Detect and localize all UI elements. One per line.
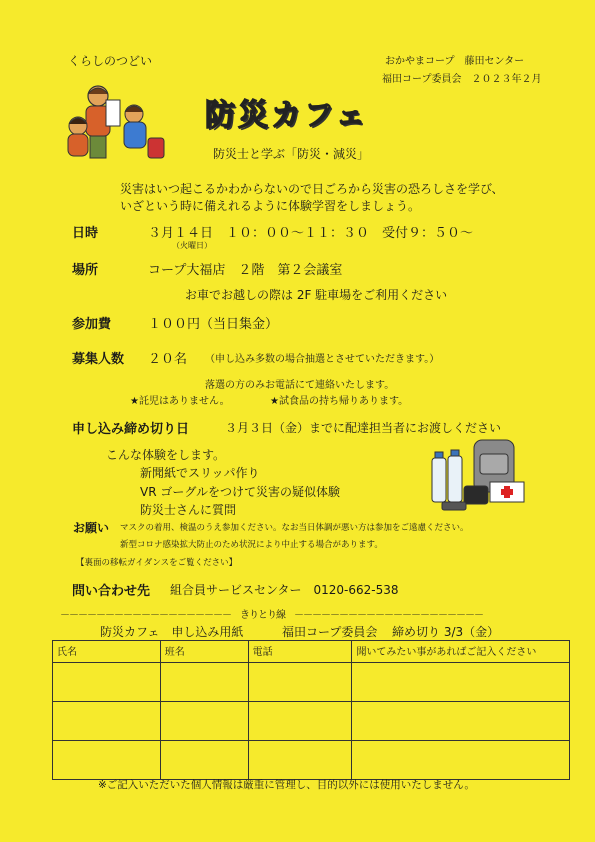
phone-cell[interactable] — [248, 741, 352, 780]
date-weekday: （火曜日） — [172, 241, 212, 250]
place-value: コープ大福店 ２階 第２会議室 — [148, 263, 343, 278]
cut-line: －－－－－－－－－－－－－－－－－－－ きりとり線 －－－－－－－－－－－－－－－－－－－－－ — [60, 610, 483, 621]
header-committee-date: 福田コープ委員会 ２０２３年２月 — [382, 74, 542, 85]
fee-value: １００円（当日集金） — [148, 317, 279, 332]
group-cell[interactable] — [160, 702, 248, 741]
request-line-1: マスクの着用、検温のうえ参加ください。なお当日体調が悪い方は参加をご遠慮ください。 — [120, 523, 469, 533]
table-row — [53, 741, 570, 780]
intro-line-1: 災害はいつ起こるかわからないので日ごろから災害の恐ろしさを学び、 — [120, 182, 504, 196]
column-header-questions: 聞いてみたい事があればご記入ください — [352, 641, 570, 663]
request-line-2: 新型コロナ感染拡大防止のため状況により中止する場合があります。 — [120, 540, 383, 550]
table-header-row — [53, 641, 570, 663]
table-row — [53, 663, 570, 702]
column-header-phone: 電話 — [248, 641, 352, 663]
questions-cell[interactable] — [352, 663, 570, 702]
date-value: ３月１４日 １０：００～１１：３０ 受付９：５０～ — [148, 226, 474, 241]
phone-cell[interactable] — [248, 702, 352, 741]
subtitle: 防災士と学ぶ「防災・減災」 — [213, 147, 370, 161]
parking-note: お車でお越しの際は 2F 駐車場をご利用ください — [185, 288, 448, 302]
date-label: 日時 — [72, 226, 99, 241]
group-cell[interactable] — [160, 741, 248, 780]
deadline-label: 申し込み締め切り日 — [72, 422, 190, 437]
application-form-table — [52, 640, 570, 780]
notice-lottery: 落選の方のみお電話にて連絡いたします。 — [205, 380, 395, 391]
form-title: 防災カフェ 申し込み用紙 — [100, 625, 244, 639]
page-title: 防災カフェ — [205, 98, 369, 133]
table-row — [53, 702, 570, 741]
phone-cell[interactable] — [248, 663, 352, 702]
deadline-value: ３月３日（金）までに配達担当者にお渡しください — [225, 421, 502, 435]
questions-cell[interactable] — [352, 741, 570, 780]
experience-item: VR ゴーグルをつけて災害の疑似体験 — [140, 485, 341, 499]
name-cell[interactable] — [53, 663, 161, 702]
notice-childcare: ★託児はありません。 — [130, 396, 230, 407]
intro-line-2: いざという時に備えれるように体験学習をしましょう。 — [120, 199, 421, 213]
name-cell[interactable] — [53, 702, 161, 741]
contact-value: 組合員サービスセンター 0120-662-538 — [170, 583, 399, 597]
fee-label: 参加費 — [72, 317, 112, 332]
experience-item: 新聞紙でスリッパ作り — [140, 466, 260, 480]
family-illustration — [60, 82, 170, 164]
place-label: 場所 — [72, 263, 99, 278]
name-cell[interactable] — [53, 741, 161, 780]
column-header-group: 班名 — [160, 641, 248, 663]
questions-cell[interactable] — [352, 702, 570, 741]
form-deadline: 締め切り 3/3（金） — [392, 625, 500, 639]
capacity-label: 募集人数 — [72, 352, 125, 367]
capacity-note: （申し込み多数の場合抽選とさせていただきます。） — [205, 354, 440, 365]
capacity-value: ２０名 — [148, 352, 188, 367]
form-committee: 福田コープ委員会 — [282, 625, 378, 639]
privacy-footer: ※ご記入いただいた個人情報は厳重に管理し、目的以外には使用いたしません。 — [98, 779, 475, 791]
column-header-name: 氏名 — [53, 641, 161, 663]
group-cell[interactable] — [160, 663, 248, 702]
emergency-supplies-illustration — [428, 436, 528, 512]
header-org: おかやまコープ 藤田センター — [385, 56, 525, 67]
experience-item: 防災士さんに質問 — [140, 503, 237, 517]
header-left: くらしのつどい — [68, 54, 153, 68]
experiences-heading: こんな体験をします。 — [106, 448, 226, 462]
request-label: お願い — [73, 521, 110, 535]
notice-samples: ★試食品の持ち帰りあります。 — [270, 396, 409, 407]
contact-label: 問い合わせ先 — [72, 584, 151, 599]
request-line-3: 【裏面の移転ガイダンスをご覧ください】 — [76, 558, 238, 568]
